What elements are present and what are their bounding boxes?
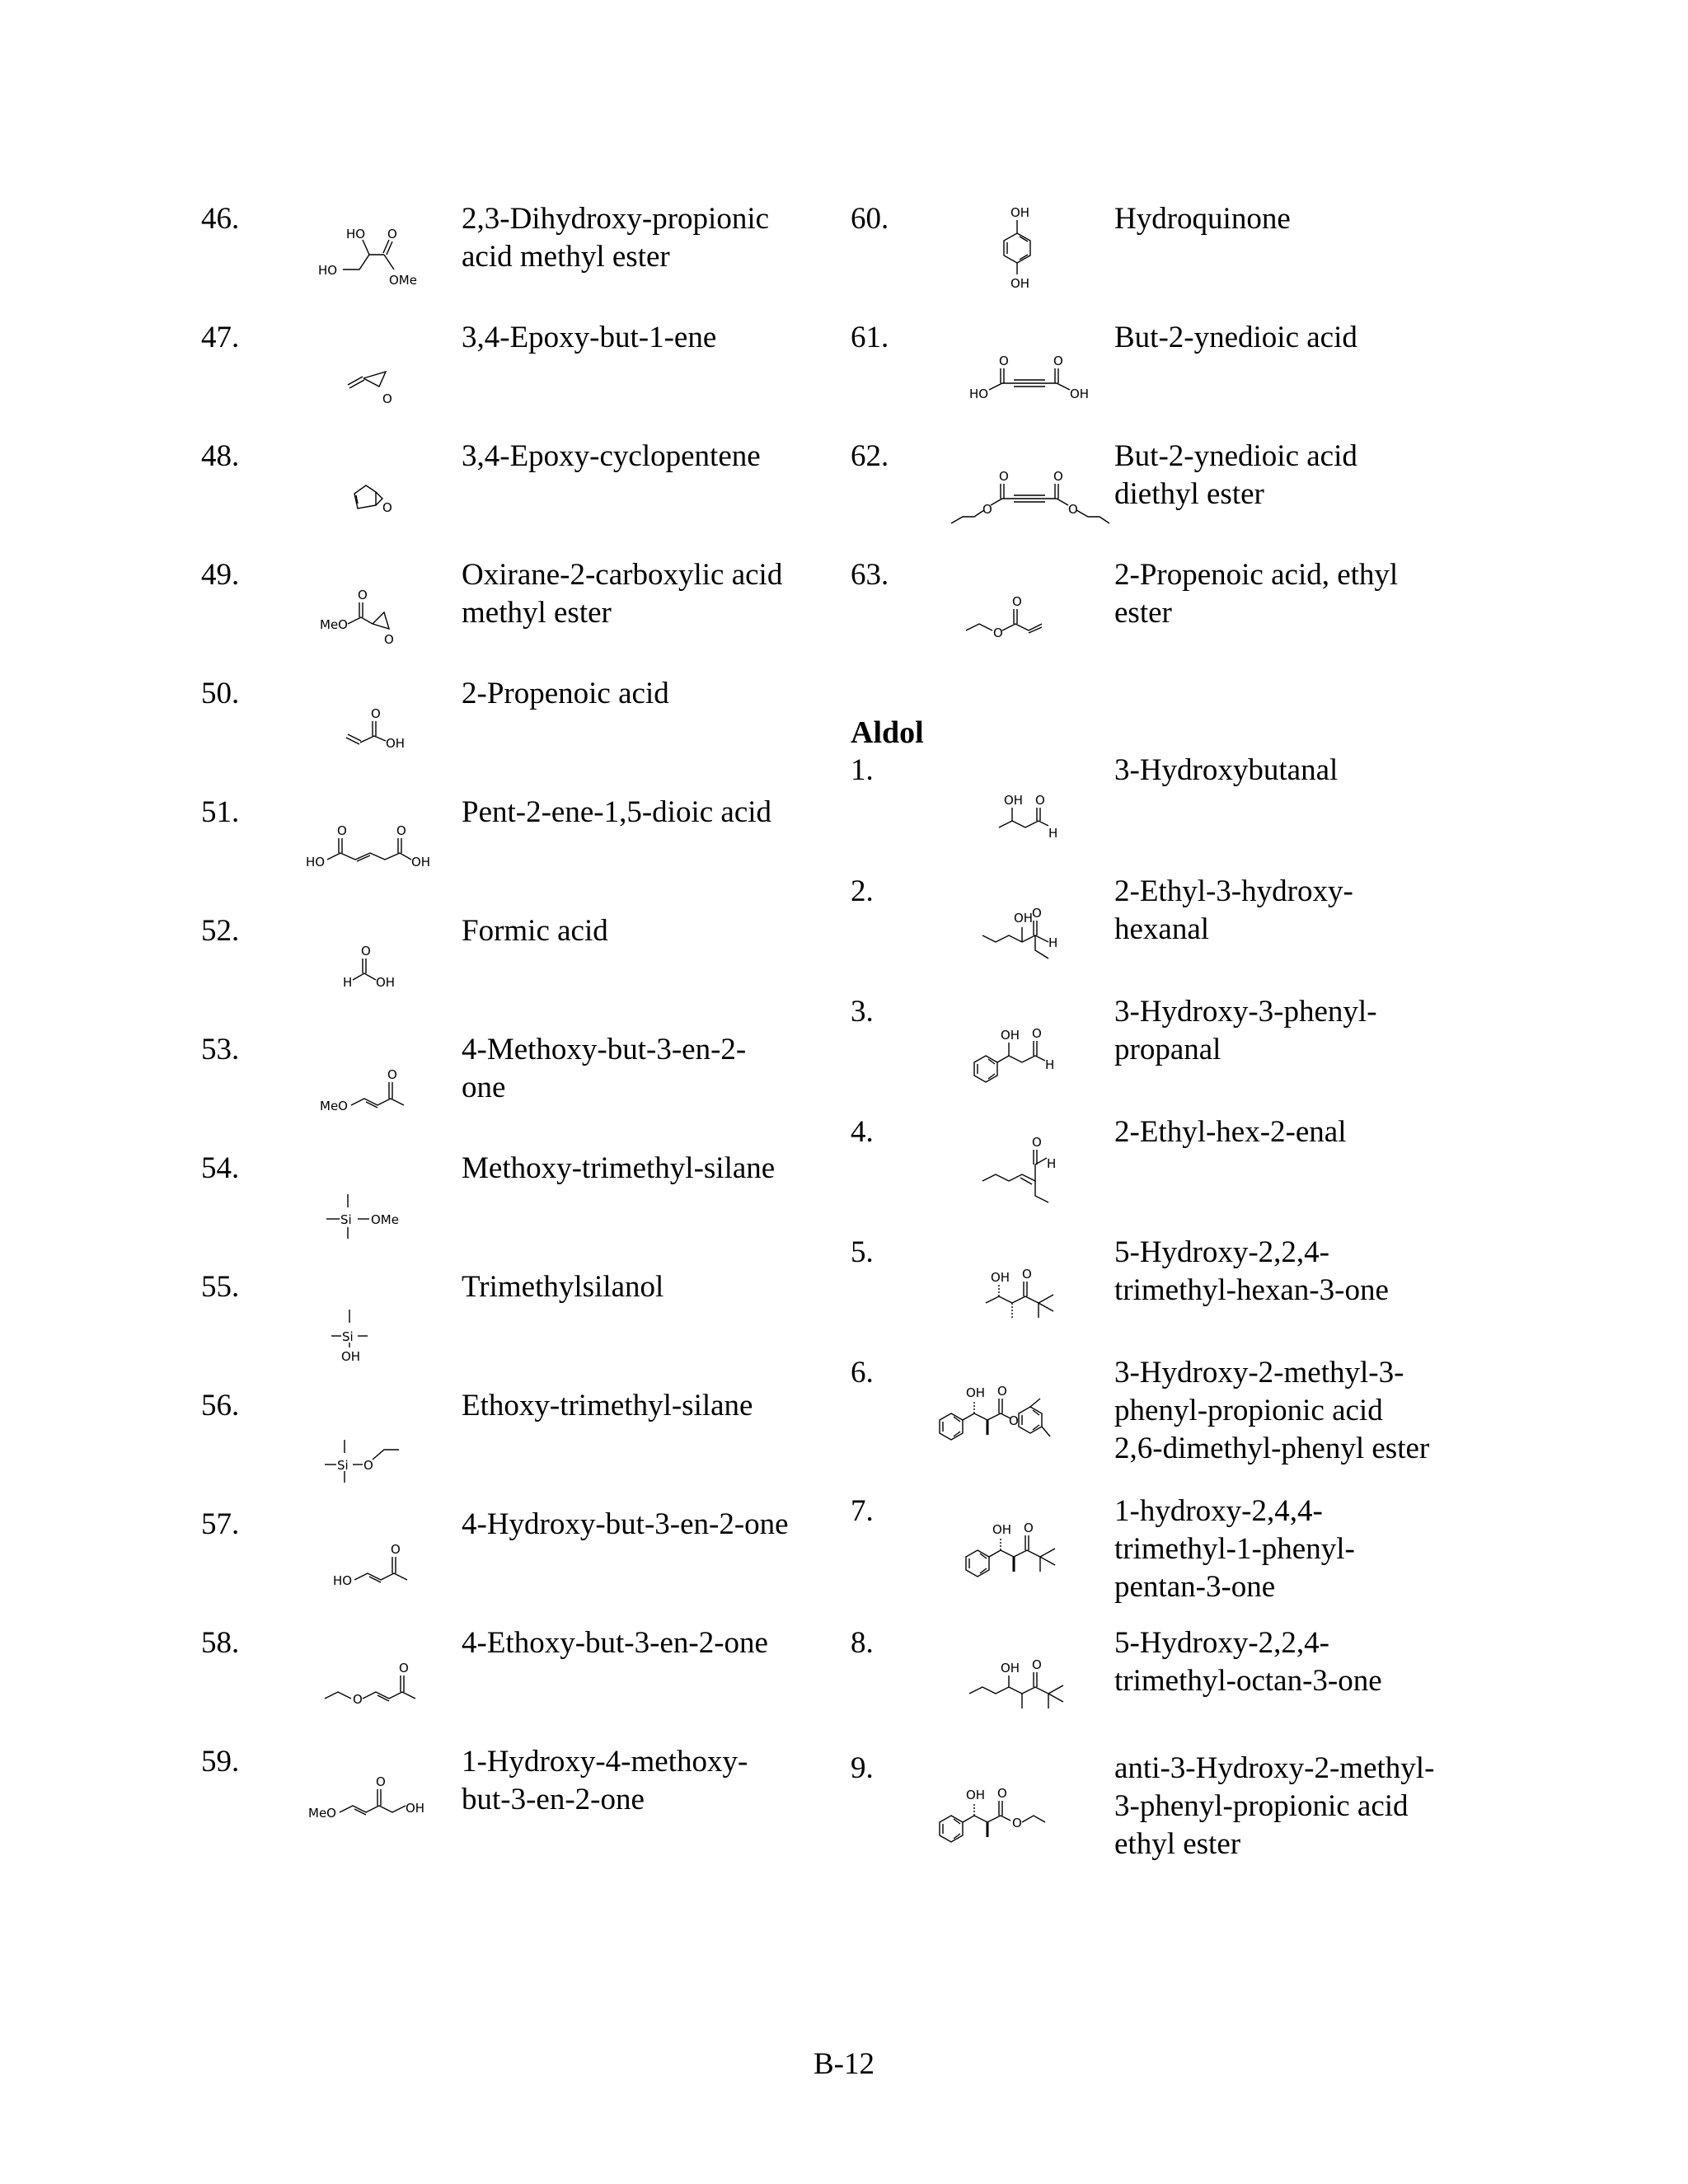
aldol-entry-5 [851,1234,1477,1349]
entry-number: 53. [201,1033,240,1066]
entry-51 [201,794,836,909]
svg-text:Si: Si [337,1458,349,1473]
molecule-drawing [933,1117,1131,1224]
compound-name: Pent-2-ene-1,5-dioic acid [462,795,772,829]
aldol-entry-1 [851,752,1477,867]
molecule-drawing [300,204,465,302]
compound-name: 5-Hydroxy-2,2,4- trimethyl-hexan-3-one [1114,1235,1389,1307]
aldol-entry-7 [851,1493,1477,1608]
structure-m49 [300,560,465,658]
molecule-drawing [933,560,1131,658]
svg-text:OH: OH [1070,387,1090,401]
svg-text:O: O [387,1067,397,1082]
molecule-drawing [933,441,1131,540]
entry-number: 59. [201,1745,240,1779]
svg-text:HO: HO [346,227,366,241]
structure-m63 [933,560,1131,658]
svg-text:OH: OH [386,736,406,751]
entry-number: 61. [851,321,889,354]
structure-m48 [300,441,465,540]
molecule-drawing [300,916,465,1015]
molecule-drawing [300,560,465,658]
compound-name: Methoxy-trimethyl-silane [462,1151,776,1185]
svg-text:OH: OH [1004,793,1024,808]
svg-text:OH: OH [376,975,396,990]
compound-name: 2-Propenoic acid [462,677,669,710]
svg-text:OH: OH [1014,911,1034,926]
molecule-drawing [933,1753,1131,1877]
entry-number: 8. [851,1626,874,1660]
entry-number: 58. [201,1626,240,1660]
compound-name: 3,4-Epoxy-cyclopentene [462,439,761,473]
svg-text:H: H [1045,1057,1055,1072]
section-heading-aldol: Aldol [851,715,924,750]
entry-55 [201,1268,836,1384]
molecule-drawing [300,1034,465,1133]
entry-63 [851,556,1477,672]
entry-59 [201,1743,836,1858]
molecule-drawing [292,1746,473,1845]
structure-m53 [300,1034,465,1133]
compound-name: But-2-ynedioic acid diethyl ester [1114,439,1357,511]
svg-text:O: O [1032,906,1042,921]
entry-number: 48. [201,439,240,473]
svg-text:O: O [997,1384,1007,1399]
svg-text:O: O [361,944,371,958]
page-number: B-12 [814,2047,874,2081]
structure-a1 [933,755,1131,854]
compound-name: Formic acid [462,914,608,948]
svg-text:O: O [1012,1816,1022,1830]
compound-name: 5-Hydroxy-2,2,4- trimethyl-octan-3-one [1114,1626,1382,1698]
svg-text:OH: OH [1010,276,1030,291]
entry-number: 4. [851,1115,874,1149]
svg-text:O: O [396,823,406,838]
svg-text:O: O [999,469,1009,484]
compound-name: 4-Hydroxy-but-3-en-2-one [462,1507,789,1541]
entry-number: 3. [851,995,874,1029]
molecule-drawing [300,1153,465,1252]
entry-number: 55. [201,1270,240,1304]
structure-m57 [300,1509,465,1608]
svg-text:HO: HO [318,263,338,278]
entry-number: 46. [201,202,240,236]
structure-m51 [288,797,477,896]
svg-text:O: O [1022,1267,1032,1282]
entry-number: 9. [851,1751,874,1785]
aldol-entry-6 [851,1354,1477,1469]
compound-name: 3-Hydroxy-2-methyl-3- phenyl-propionic acid 2,6-dimethyl-phenyl ester [1114,1356,1430,1465]
compound-name: Oxirane-2-carboxylic acid methyl ester [462,558,783,630]
svg-text:HO: HO [969,387,989,401]
entry-50 [201,675,836,790]
molecule-drawing [933,1496,1131,1619]
molecule-drawing [933,996,1131,1104]
structure-m47 [300,322,465,421]
entry-53 [201,1031,836,1146]
compound-name: 3,4-Epoxy-but-1-ene [462,321,717,354]
svg-text:O: O [1032,1026,1042,1041]
entry-47 [201,319,836,434]
svg-text:MeO: MeO [320,617,348,632]
compound-name: Ethoxy-trimethyl-silane [462,1389,753,1422]
molecule-drawing [300,322,465,421]
aldol-entry-2 [851,873,1477,988]
compound-name: 1-Hydroxy-4-methoxy- but-3-en-2-one [462,1745,748,1816]
molecule-drawing [300,1272,465,1371]
svg-text:O: O [358,588,368,602]
entry-58 [201,1624,836,1740]
entry-52 [201,912,836,1028]
entry-number: 51. [201,795,240,829]
entry-number: 56. [201,1389,240,1422]
compound-name: 3-Hydroxybutanal [1114,753,1339,787]
molecule-drawing [941,204,1123,319]
compound-name: 4-Methoxy-but-3-en-2- one [462,1033,747,1104]
svg-text:MeO: MeO [320,1099,348,1113]
compound-name: But-2-ynedioic acid [1114,321,1357,354]
entry-number: 52. [201,914,240,948]
svg-text:OH: OH [992,1522,1012,1537]
svg-text:O: O [1024,1521,1034,1535]
entry-number: 5. [851,1235,874,1269]
svg-text:H: H [1048,826,1058,841]
svg-text:MeO: MeO [308,1806,336,1821]
svg-text:O: O [993,626,1003,640]
entry-48 [201,438,836,553]
svg-text:O: O [1068,502,1078,517]
structure-a3 [933,996,1131,1104]
structure-m59 [292,1746,473,1845]
entry-number: 6. [851,1356,874,1390]
svg-text:OH: OH [966,1788,986,1802]
svg-text:O: O [1032,1657,1042,1672]
molecule-drawing [933,755,1131,854]
entry-62 [851,438,1477,553]
molecule-drawing [933,876,1131,983]
svg-text:OH: OH [991,1270,1010,1285]
svg-text:O: O [387,227,397,241]
molecule-drawing [300,1628,465,1727]
molecule-drawing [933,1357,1131,1481]
structure-m55 [300,1272,465,1371]
svg-text:O: O [376,1774,386,1789]
structure-a8 [933,1628,1131,1743]
svg-text:OH: OH [1001,1028,1020,1043]
entry-number: 50. [201,677,240,710]
molecule-drawing [288,797,477,896]
svg-text:OMe: OMe [389,273,417,288]
structure-m58 [300,1628,465,1727]
entry-61 [851,319,1477,434]
molecule-drawing [933,322,1131,421]
structure-a4 [933,1117,1131,1224]
svg-text:O: O [997,1786,1007,1801]
entry-60 [851,200,1477,316]
svg-text:OH: OH [1001,1661,1020,1675]
svg-text:H: H [1048,935,1058,950]
structure-m54 [300,1153,465,1252]
compound-name: 4-Ethoxy-but-3-en-2-one [462,1626,768,1660]
svg-text:Si: Si [342,1329,354,1344]
structure-m60 [941,204,1123,319]
entry-54 [201,1150,836,1265]
structure-m52 [300,916,465,1015]
structure-a5 [933,1237,1131,1344]
entry-number: 63. [851,558,889,592]
compound-name: Trimethylsilanol [462,1270,664,1304]
compound-name: Hydroquinone [1114,202,1291,236]
svg-text:O: O [382,391,392,406]
svg-text:O: O [1035,793,1045,808]
molecule-drawing [300,1390,465,1489]
compound-name: 2-Ethyl-hex-2-enal [1114,1115,1347,1149]
svg-text:O: O [999,354,1009,368]
svg-text:HO: HO [333,1573,353,1588]
structure-m61 [933,322,1131,421]
svg-text:O: O [353,1692,363,1707]
svg-text:O: O [399,1661,409,1675]
aldol-entry-9 [851,1750,1477,1865]
entry-number: 62. [851,439,889,473]
svg-text:O: O [1053,354,1063,368]
svg-text:O: O [982,502,992,517]
compound-name: 2,3-Dihydroxy-propionic acid methyl ester [462,202,770,274]
aldol-entry-4 [851,1113,1477,1229]
svg-text:O: O [1032,1135,1042,1150]
structure-a9 [933,1753,1131,1877]
svg-text:O: O [363,1458,373,1473]
svg-text:OH: OH [966,1385,986,1400]
svg-text:H: H [343,975,353,990]
compound-name: 2-Propenoic acid, ethyl ester [1114,558,1399,630]
compound-name: 2-Ethyl-3-hydroxy- hexanal [1114,874,1353,946]
entry-number: 49. [201,558,240,592]
compound-name: 3-Hydroxy-3-phenyl- propanal [1114,995,1377,1066]
molecule-drawing [300,1509,465,1608]
structure-m46 [300,204,465,302]
svg-text:O: O [1053,469,1063,484]
structure-m50 [300,678,465,777]
compound-name: anti-3-Hydroxy-2-methyl- 3-phenyl-propionic acid ethyl ester [1114,1751,1435,1861]
entry-57 [201,1506,836,1621]
entry-number: 60. [851,202,889,236]
entry-number: 57. [201,1507,240,1541]
svg-text:O: O [382,500,392,515]
svg-text:OH: OH [341,1349,361,1364]
structure-a6 [933,1357,1131,1481]
svg-text:O: O [391,1542,401,1557]
entry-number: 2. [851,874,874,908]
svg-text:Si: Si [340,1212,352,1227]
entry-56 [201,1387,836,1502]
entry-number: 54. [201,1151,240,1185]
svg-text:H: H [1047,1156,1057,1171]
molecule-drawing [933,1237,1131,1344]
svg-text:OH: OH [406,1801,425,1816]
svg-text:O: O [371,706,381,721]
entry-number: 47. [201,321,240,354]
svg-text:O: O [1012,594,1022,609]
entry-49 [201,556,836,672]
entry-46 [201,200,836,316]
molecule-drawing [300,678,465,777]
svg-text:OH: OH [411,855,431,869]
entry-number: 7. [851,1494,874,1528]
svg-text:OMe: OMe [371,1212,399,1227]
aldol-entry-3 [851,993,1477,1108]
molecule-drawing [933,1628,1131,1743]
structure-m62 [933,441,1131,540]
molecule-drawing [300,441,465,540]
structure-a2 [933,876,1131,983]
aldol-entry-8 [851,1624,1477,1740]
svg-text:HO: HO [306,855,326,869]
svg-text:O: O [337,823,347,838]
svg-text:OH: OH [1010,205,1030,220]
structure-m56 [300,1390,465,1489]
compound-name: 1-hydroxy-2,4,4- trimethyl-1-phenyl- pentan-3-one [1114,1494,1355,1604]
entry-number: 1. [851,753,874,787]
structure-a7 [933,1496,1131,1619]
svg-text:O: O [384,632,394,647]
svg-text:O: O [1009,1413,1019,1428]
